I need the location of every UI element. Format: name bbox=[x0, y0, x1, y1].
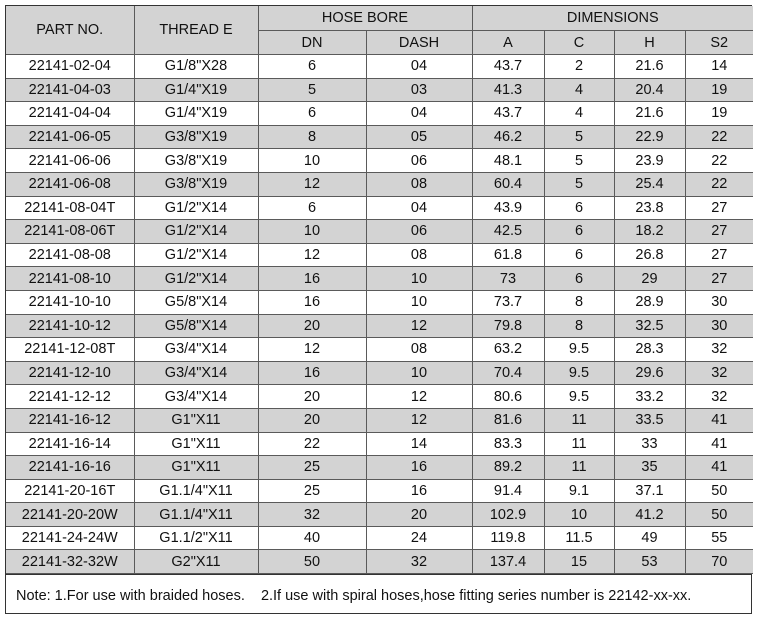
cell-c: 6 bbox=[544, 243, 614, 267]
cell-a: 79.8 bbox=[472, 314, 544, 338]
cell-thread: G1.1/2"X11 bbox=[134, 526, 258, 550]
cell-dash: 32 bbox=[366, 550, 472, 574]
header-hose-bore: HOSE BORE bbox=[258, 6, 472, 31]
cell-dash: 08 bbox=[366, 338, 472, 362]
table-row bbox=[6, 290, 753, 314]
cell-a: 119.8 bbox=[472, 526, 544, 550]
cell-part-no: 22141-06-05 bbox=[6, 125, 134, 149]
cell-s2: 32 bbox=[685, 385, 753, 409]
header-dn: DN bbox=[258, 31, 366, 55]
cell-h: 33.2 bbox=[614, 385, 685, 409]
cell-dn: 25 bbox=[258, 456, 366, 480]
table-row bbox=[6, 172, 753, 196]
header-h: H bbox=[614, 31, 685, 55]
cell-thread: G5/8"X14 bbox=[134, 314, 258, 338]
cell-a: 83.3 bbox=[472, 432, 544, 456]
cell-s2: 19 bbox=[685, 78, 753, 102]
cell-dn: 16 bbox=[258, 267, 366, 291]
cell-thread: G1"X11 bbox=[134, 456, 258, 480]
cell-c: 8 bbox=[544, 314, 614, 338]
cell-c: 5 bbox=[544, 172, 614, 196]
cell-h: 28.3 bbox=[614, 338, 685, 362]
table-row bbox=[6, 102, 753, 126]
cell-h: 33 bbox=[614, 432, 685, 456]
header-c: C bbox=[544, 31, 614, 55]
cell-c: 6 bbox=[544, 267, 614, 291]
cell-a: 137.4 bbox=[472, 550, 544, 574]
cell-c: 5 bbox=[544, 125, 614, 149]
cell-thread: G3/8"X19 bbox=[134, 149, 258, 173]
cell-c: 2 bbox=[544, 55, 614, 79]
cell-dash: 10 bbox=[366, 290, 472, 314]
footnote-braided: Note: 1.For use with braided hoses. bbox=[16, 588, 245, 605]
table-row bbox=[6, 432, 753, 456]
cell-part-no: 22141-20-16T bbox=[6, 479, 134, 503]
cell-c: 6 bbox=[544, 196, 614, 220]
table-row bbox=[6, 456, 753, 480]
cell-s2: 22 bbox=[685, 149, 753, 173]
cell-a: 73 bbox=[472, 267, 544, 291]
cell-part-no: 22141-20-20W bbox=[6, 503, 134, 527]
cell-h: 37.1 bbox=[614, 479, 685, 503]
cell-h: 20.4 bbox=[614, 78, 685, 102]
cell-s2: 22 bbox=[685, 125, 753, 149]
cell-dn: 6 bbox=[258, 102, 366, 126]
table-row bbox=[6, 361, 753, 385]
cell-c: 6 bbox=[544, 220, 614, 244]
cell-s2: 27 bbox=[685, 243, 753, 267]
cell-h: 21.6 bbox=[614, 55, 685, 79]
cell-thread: G1/2"X14 bbox=[134, 243, 258, 267]
cell-a: 43.9 bbox=[472, 196, 544, 220]
cell-h: 29 bbox=[614, 267, 685, 291]
cell-a: 42.5 bbox=[472, 220, 544, 244]
cell-h: 26.8 bbox=[614, 243, 685, 267]
cell-h: 53 bbox=[614, 550, 685, 574]
spec-sheet bbox=[5, 5, 752, 614]
header-dash: DASH bbox=[366, 31, 472, 55]
cell-dn: 22 bbox=[258, 432, 366, 456]
cell-dash: 14 bbox=[366, 432, 472, 456]
table-row bbox=[6, 385, 753, 409]
cell-a: 61.8 bbox=[472, 243, 544, 267]
cell-h: 35 bbox=[614, 456, 685, 480]
header-thread: THREAD E bbox=[134, 6, 258, 55]
cell-dn: 5 bbox=[258, 78, 366, 102]
cell-dash: 06 bbox=[366, 220, 472, 244]
table-row bbox=[6, 479, 753, 503]
header-a: A bbox=[472, 31, 544, 55]
cell-dn: 6 bbox=[258, 55, 366, 79]
cell-dn: 8 bbox=[258, 125, 366, 149]
cell-thread: G1/2"X14 bbox=[134, 220, 258, 244]
table-row bbox=[6, 196, 753, 220]
table-row bbox=[6, 220, 753, 244]
cell-dash: 06 bbox=[366, 149, 472, 173]
cell-thread: G1/2"X14 bbox=[134, 196, 258, 220]
cell-c: 9.1 bbox=[544, 479, 614, 503]
cell-h: 41.2 bbox=[614, 503, 685, 527]
cell-a: 80.6 bbox=[472, 385, 544, 409]
cell-a: 43.7 bbox=[472, 102, 544, 126]
cell-dash: 04 bbox=[366, 55, 472, 79]
cell-dn: 12 bbox=[258, 172, 366, 196]
cell-c: 9.5 bbox=[544, 338, 614, 362]
table-row bbox=[6, 78, 753, 102]
cell-h: 49 bbox=[614, 526, 685, 550]
cell-dash: 04 bbox=[366, 196, 472, 220]
footnote-spiral: 2.If use with spiral hoses,hose fitting series number is 22142-xx-xx. bbox=[260, 588, 692, 605]
cell-dn: 20 bbox=[258, 408, 366, 432]
cell-thread: G3/8"X19 bbox=[134, 172, 258, 196]
cell-dn: 40 bbox=[258, 526, 366, 550]
cell-part-no: 22141-06-08 bbox=[6, 172, 134, 196]
cell-s2: 27 bbox=[685, 220, 753, 244]
table-row bbox=[6, 55, 753, 79]
cell-thread: G5/8"X14 bbox=[134, 290, 258, 314]
cell-part-no: 22141-02-04 bbox=[6, 55, 134, 79]
cell-part-no: 22141-08-06T bbox=[6, 220, 134, 244]
cell-c: 9.5 bbox=[544, 385, 614, 409]
cell-s2: 30 bbox=[685, 314, 753, 338]
cell-c: 11 bbox=[544, 456, 614, 480]
cell-a: 48.1 bbox=[472, 149, 544, 173]
cell-h: 25.4 bbox=[614, 172, 685, 196]
table-row bbox=[6, 526, 753, 550]
cell-a: 60.4 bbox=[472, 172, 544, 196]
cell-dn: 16 bbox=[258, 290, 366, 314]
cell-a: 89.2 bbox=[472, 456, 544, 480]
cell-c: 15 bbox=[544, 550, 614, 574]
cell-h: 21.6 bbox=[614, 102, 685, 126]
header-s2: S2 bbox=[685, 31, 753, 55]
cell-part-no: 22141-04-03 bbox=[6, 78, 134, 102]
cell-part-no: 22141-16-16 bbox=[6, 456, 134, 480]
cell-a: 46.2 bbox=[472, 125, 544, 149]
header-dimensions: DIMENSIONS bbox=[472, 6, 753, 31]
cell-dn: 10 bbox=[258, 220, 366, 244]
cell-h: 23.9 bbox=[614, 149, 685, 173]
table-row bbox=[6, 338, 753, 362]
cell-s2: 55 bbox=[685, 526, 753, 550]
cell-h: 18.2 bbox=[614, 220, 685, 244]
cell-part-no: 22141-24-24W bbox=[6, 526, 134, 550]
cell-s2: 22 bbox=[685, 172, 753, 196]
cell-dash: 04 bbox=[366, 102, 472, 126]
table-row bbox=[6, 314, 753, 338]
cell-thread: G1/4"X19 bbox=[134, 102, 258, 126]
cell-c: 11.5 bbox=[544, 526, 614, 550]
cell-dash: 12 bbox=[366, 408, 472, 432]
cell-thread: G1"X11 bbox=[134, 432, 258, 456]
cell-dash: 08 bbox=[366, 172, 472, 196]
cell-part-no: 22141-12-10 bbox=[6, 361, 134, 385]
table-row bbox=[6, 243, 753, 267]
cell-thread: G1.1/4"X11 bbox=[134, 503, 258, 527]
cell-thread: G1"X11 bbox=[134, 408, 258, 432]
table-row bbox=[6, 149, 753, 173]
cell-dn: 10 bbox=[258, 149, 366, 173]
cell-part-no: 22141-06-06 bbox=[6, 149, 134, 173]
cell-dn: 32 bbox=[258, 503, 366, 527]
cell-c: 8 bbox=[544, 290, 614, 314]
cell-dash: 10 bbox=[366, 267, 472, 291]
cell-thread: G1/2"X14 bbox=[134, 267, 258, 291]
cell-dn: 12 bbox=[258, 243, 366, 267]
table-row bbox=[6, 408, 753, 432]
cell-a: 91.4 bbox=[472, 479, 544, 503]
cell-part-no: 22141-32-32W bbox=[6, 550, 134, 574]
cell-s2: 27 bbox=[685, 267, 753, 291]
cell-thread: G2"X11 bbox=[134, 550, 258, 574]
cell-c: 9.5 bbox=[544, 361, 614, 385]
cell-dash: 03 bbox=[366, 78, 472, 102]
cell-dash: 05 bbox=[366, 125, 472, 149]
cell-part-no: 22141-16-12 bbox=[6, 408, 134, 432]
cell-h: 33.5 bbox=[614, 408, 685, 432]
cell-part-no: 22141-08-10 bbox=[6, 267, 134, 291]
cell-part-no: 22141-04-04 bbox=[6, 102, 134, 126]
fitting-spec-table bbox=[6, 6, 753, 574]
header-part-no: PART NO. bbox=[6, 6, 134, 55]
cell-a: 43.7 bbox=[472, 55, 544, 79]
cell-dash: 12 bbox=[366, 385, 472, 409]
cell-part-no: 22141-10-12 bbox=[6, 314, 134, 338]
cell-thread: G3/4"X14 bbox=[134, 361, 258, 385]
cell-c: 11 bbox=[544, 408, 614, 432]
cell-a: 70.4 bbox=[472, 361, 544, 385]
cell-dn: 25 bbox=[258, 479, 366, 503]
cell-s2: 30 bbox=[685, 290, 753, 314]
cell-c: 4 bbox=[544, 102, 614, 126]
cell-dn: 50 bbox=[258, 550, 366, 574]
cell-thread: G3/4"X14 bbox=[134, 338, 258, 362]
cell-c: 4 bbox=[544, 78, 614, 102]
table-row bbox=[6, 125, 753, 149]
cell-dash: 20 bbox=[366, 503, 472, 527]
cell-s2: 50 bbox=[685, 503, 753, 527]
cell-s2: 27 bbox=[685, 196, 753, 220]
cell-s2: 50 bbox=[685, 479, 753, 503]
cell-part-no: 22141-10-10 bbox=[6, 290, 134, 314]
cell-s2: 32 bbox=[685, 361, 753, 385]
cell-c: 5 bbox=[544, 149, 614, 173]
cell-s2: 32 bbox=[685, 338, 753, 362]
cell-s2: 19 bbox=[685, 102, 753, 126]
cell-a: 41.3 bbox=[472, 78, 544, 102]
cell-dn: 20 bbox=[258, 314, 366, 338]
cell-thread: G3/8"X19 bbox=[134, 125, 258, 149]
cell-h: 22.9 bbox=[614, 125, 685, 149]
footnote bbox=[6, 574, 751, 617]
cell-thread: G3/4"X14 bbox=[134, 385, 258, 409]
table-header bbox=[6, 6, 753, 55]
cell-s2: 70 bbox=[685, 550, 753, 574]
cell-a: 102.9 bbox=[472, 503, 544, 527]
cell-part-no: 22141-08-08 bbox=[6, 243, 134, 267]
cell-dn: 20 bbox=[258, 385, 366, 409]
cell-h: 28.9 bbox=[614, 290, 685, 314]
cell-s2: 41 bbox=[685, 456, 753, 480]
cell-s2: 41 bbox=[685, 432, 753, 456]
cell-h: 23.8 bbox=[614, 196, 685, 220]
cell-dn: 6 bbox=[258, 196, 366, 220]
cell-part-no: 22141-12-08T bbox=[6, 338, 134, 362]
cell-h: 29.6 bbox=[614, 361, 685, 385]
cell-a: 63.2 bbox=[472, 338, 544, 362]
cell-dash: 24 bbox=[366, 526, 472, 550]
cell-a: 73.7 bbox=[472, 290, 544, 314]
cell-s2: 41 bbox=[685, 408, 753, 432]
cell-thread: G1.1/4"X11 bbox=[134, 479, 258, 503]
cell-h: 32.5 bbox=[614, 314, 685, 338]
cell-thread: G1/8"X28 bbox=[134, 55, 258, 79]
table-row bbox=[6, 503, 753, 527]
cell-dash: 16 bbox=[366, 479, 472, 503]
cell-s2: 14 bbox=[685, 55, 753, 79]
table-body bbox=[6, 55, 753, 574]
cell-dn: 12 bbox=[258, 338, 366, 362]
table-row bbox=[6, 267, 753, 291]
cell-part-no: 22141-16-14 bbox=[6, 432, 134, 456]
cell-dn: 16 bbox=[258, 361, 366, 385]
cell-dash: 10 bbox=[366, 361, 472, 385]
cell-dash: 08 bbox=[366, 243, 472, 267]
cell-c: 11 bbox=[544, 432, 614, 456]
table-row bbox=[6, 550, 753, 574]
cell-a: 81.6 bbox=[472, 408, 544, 432]
cell-c: 10 bbox=[544, 503, 614, 527]
cell-dash: 12 bbox=[366, 314, 472, 338]
cell-part-no: 22141-12-12 bbox=[6, 385, 134, 409]
cell-part-no: 22141-08-04T bbox=[6, 196, 134, 220]
cell-dash: 16 bbox=[366, 456, 472, 480]
cell-thread: G1/4"X19 bbox=[134, 78, 258, 102]
